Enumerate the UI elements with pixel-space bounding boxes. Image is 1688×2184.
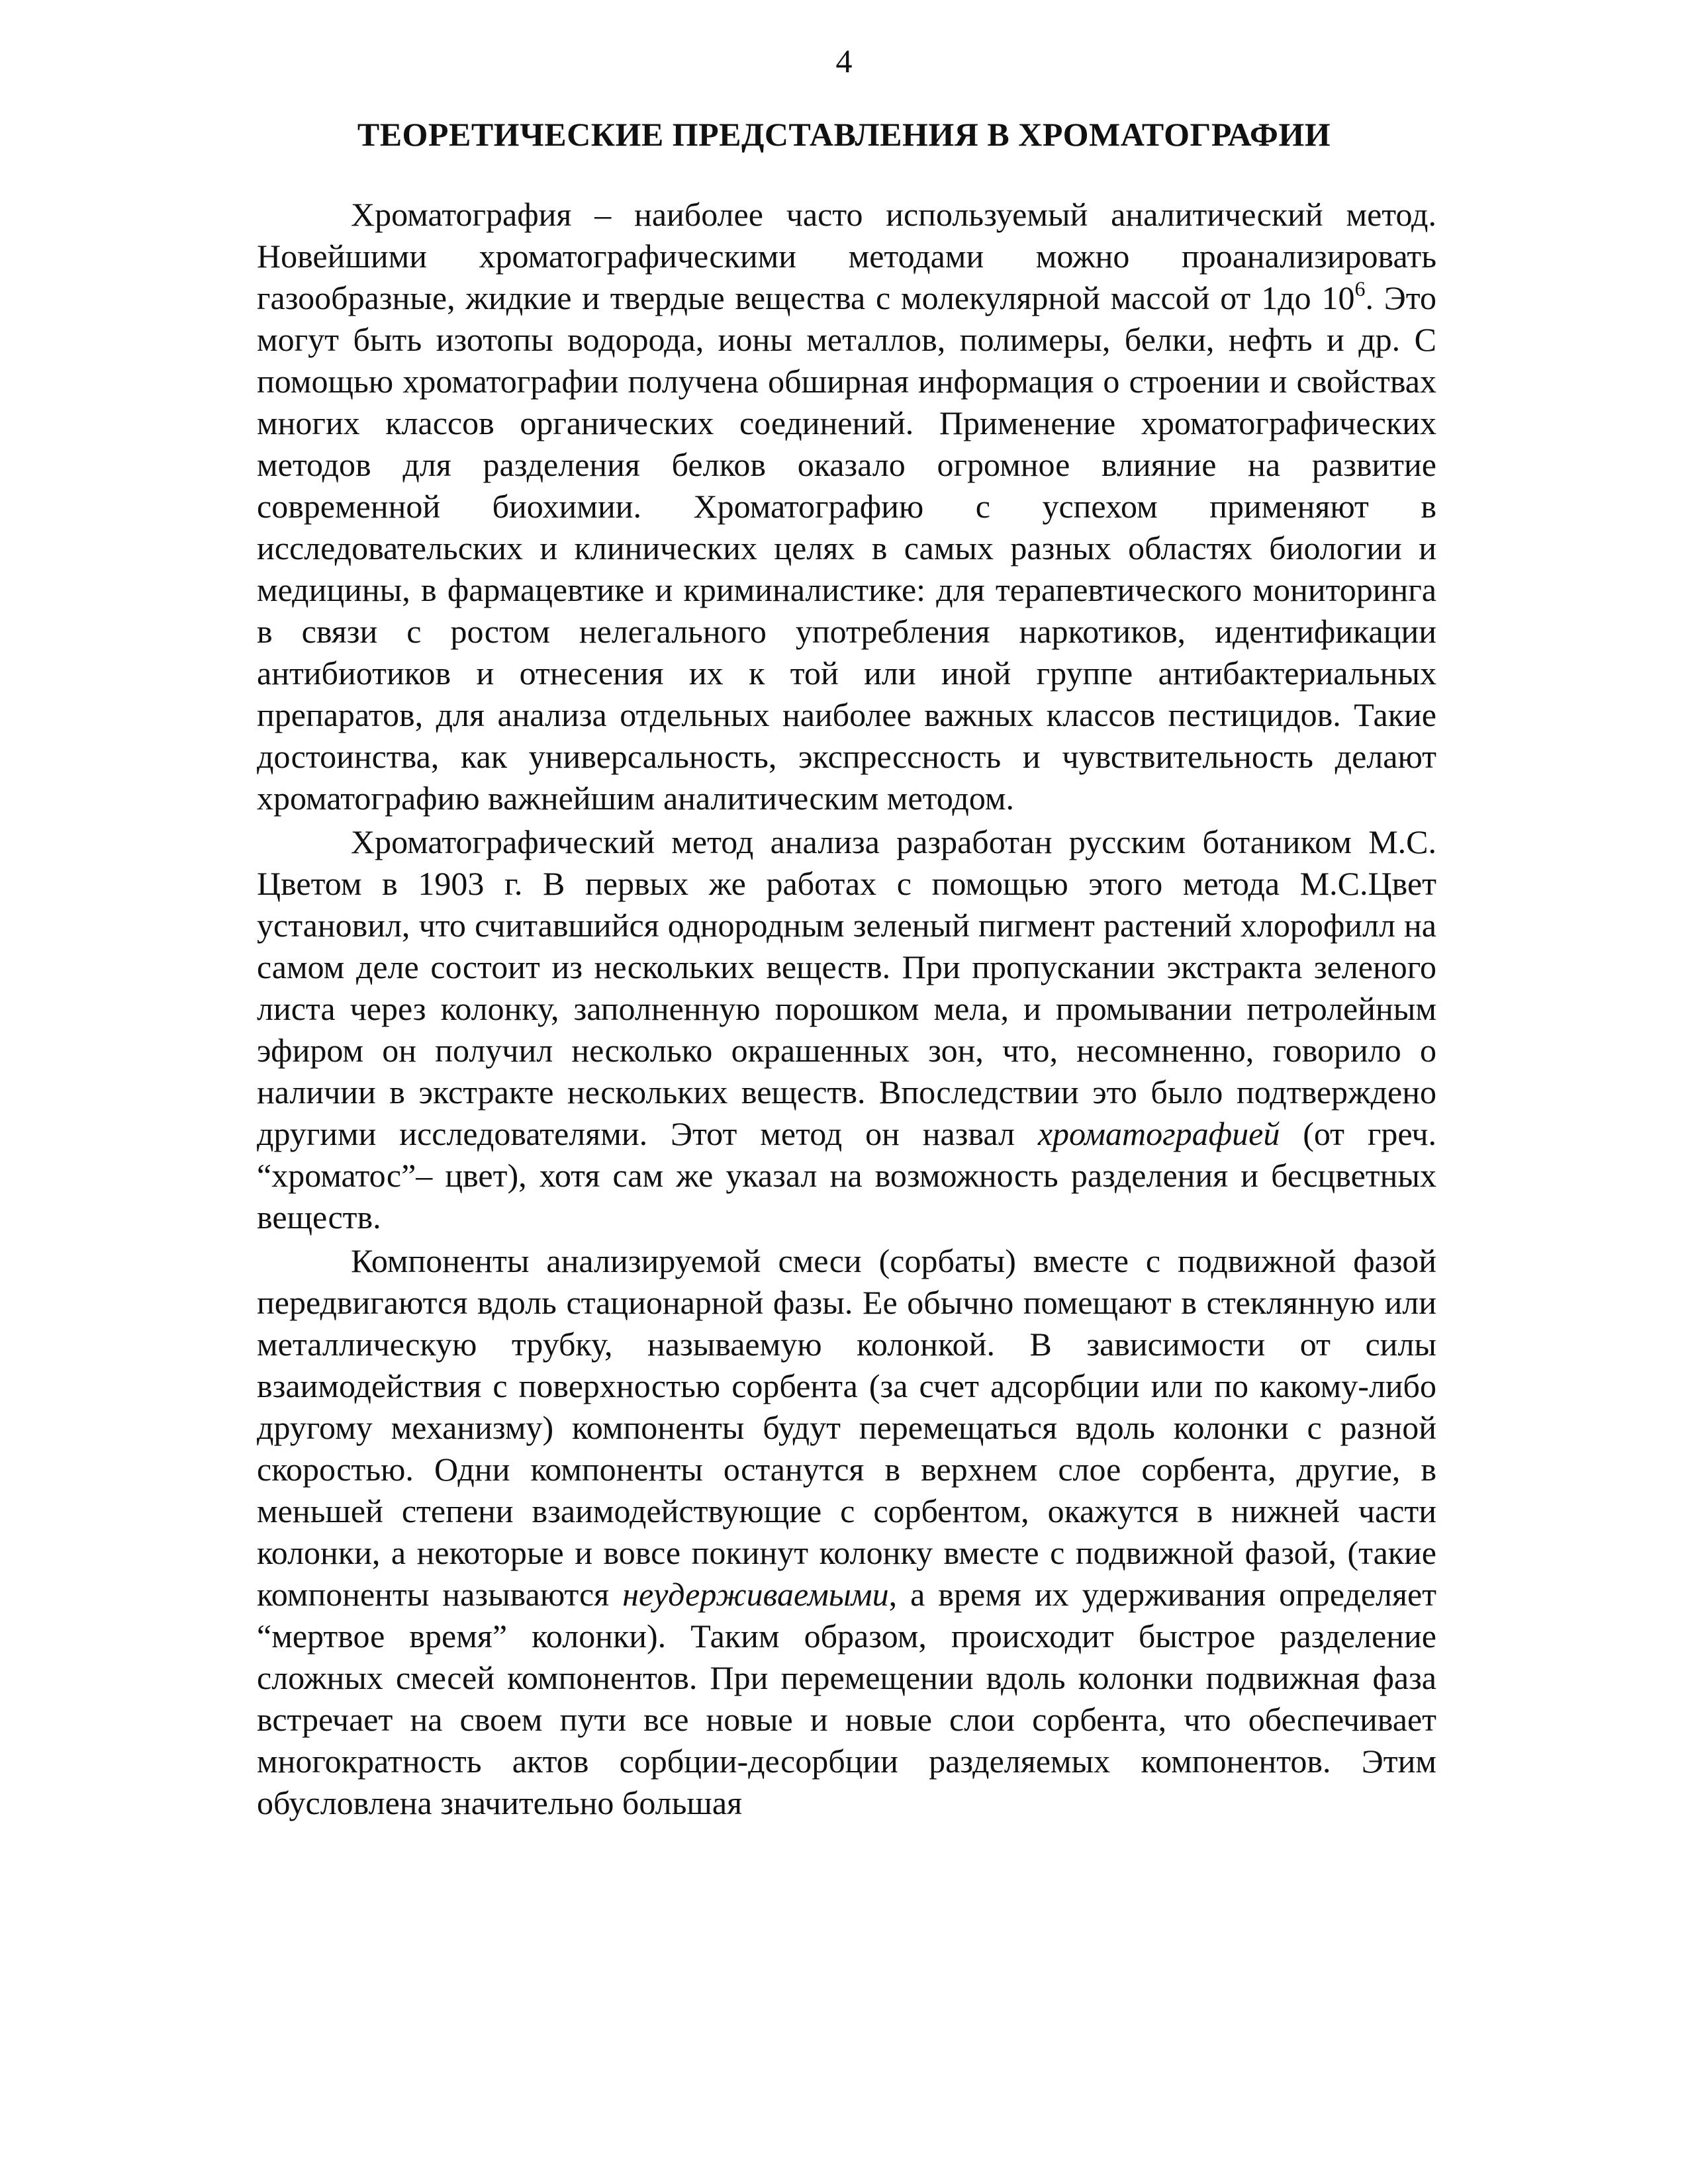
italic-term: неудерживаемыми [622, 1576, 889, 1613]
paragraph-text: . Это могут быть изотопы водорода, ионы металлов, полимеры, белки, нефть и др. С помощью хроматографии получена обширная информация о строении и свойствах многих классов органических соединений. Применение хроматографических методов для разделения белков оказало огромное влияние на развитие современной биохимии. Хроматографию с успехом применяют в исследовательских и клинических целях в самых разных областях биологии и медицины, в фармацевтике и криминалистике: для терапевтического мониторинга в связи с ростом нелегального употребления наркотиков, идентификации антибиотиков и отнесения их к той или иной группе антибактериальных препаратов, для анализа отдельных наиболее важных классов пестицидов. Такие достоинства, как универсальность, экспрессность и чувствительность делают хроматографию важнейшим аналитическим методом. [257, 279, 1436, 817]
page-title: ТЕОРЕТИЧЕСКИЕ ПРЕДСТАВЛЕНИЯ В ХРОМАТОГРАФИИ [357, 116, 1331, 153]
paragraph-text: (от греч. “хроматос”– цвет), хотя сам же указал на возможность разделения и бесцветных веществ. [257, 1115, 1436, 1236]
paragraph-text: Хроматография – наиболее часто используемый аналитический метод. Новейшими хроматографическими методами можно проанализировать газообразные, жидкие и твердые вещества с молекулярной массой от 1до 10 [257, 196, 1436, 316]
document-body [257, 194, 1436, 1826]
paragraph-chromatography-overview [257, 194, 1436, 819]
superscript-exponent: 6 [1354, 277, 1366, 300]
paragraph-text: Хроматографический метод анализа разработан русским ботаником М.С. Цветом в 1903 г. В первых же работах с помощью этого метода М.С.Цвет установил, что считавшийся однородным зеленый пигмент растений хлорофилл на самом деле состоит из нескольких веществ. При пропускании экстракта зеленого листа через колонку, заполненную порошком мела, и промывании петролейным эфиром он получил несколько окрашенных зон, что, несомненно, говорило о наличии в экстракте нескольких веществ. Впоследствии это было подтверждено другими исследователями. Этот метод он назвал [257, 823, 1436, 1152]
paragraph-text: , а время их удерживания определяет “мертвое время” колонки). Таким образом, происходит быстрое разделение сложных смесей компонентов. При перемещении вдоль колонки подвижная фаза встречает на своем пути все новые и новые слои сорбента, что обеспечивает многократность актов сорбции-десорбции разделяемых компонентов. Этим обусловлена значительно большая [257, 1576, 1437, 1821]
paragraph-text: Компоненты анализируемой смеси (сорбаты) вместе с подвижной фазой передвигаются вдоль стационарной фазы. Ее обычно помещают в стеклянную или металлическую трубку, называемую колонкой. В зависимости от силы взаимодействия с поверхностью сорбента (за счет адсорбции или по какому-либо другому механизму) компоненты будут перемещаться вдоль колонки с разной скоростью. Одни компоненты останутся в верхнем слое сорбента, другие, в меньшей степени взаимодействующие с сорбентом, окажутся в нижней части колонки, а некоторые и вовсе покинут колонку вместе с подвижной фазой, (такие компоненты называются [257, 1242, 1436, 1613]
paragraph-separation-mechanism [257, 1240, 1436, 1824]
paragraph-tsvet-history [257, 821, 1436, 1238]
italic-term: хроматографией [1037, 1115, 1280, 1152]
page-number: 4 [835, 42, 853, 79]
